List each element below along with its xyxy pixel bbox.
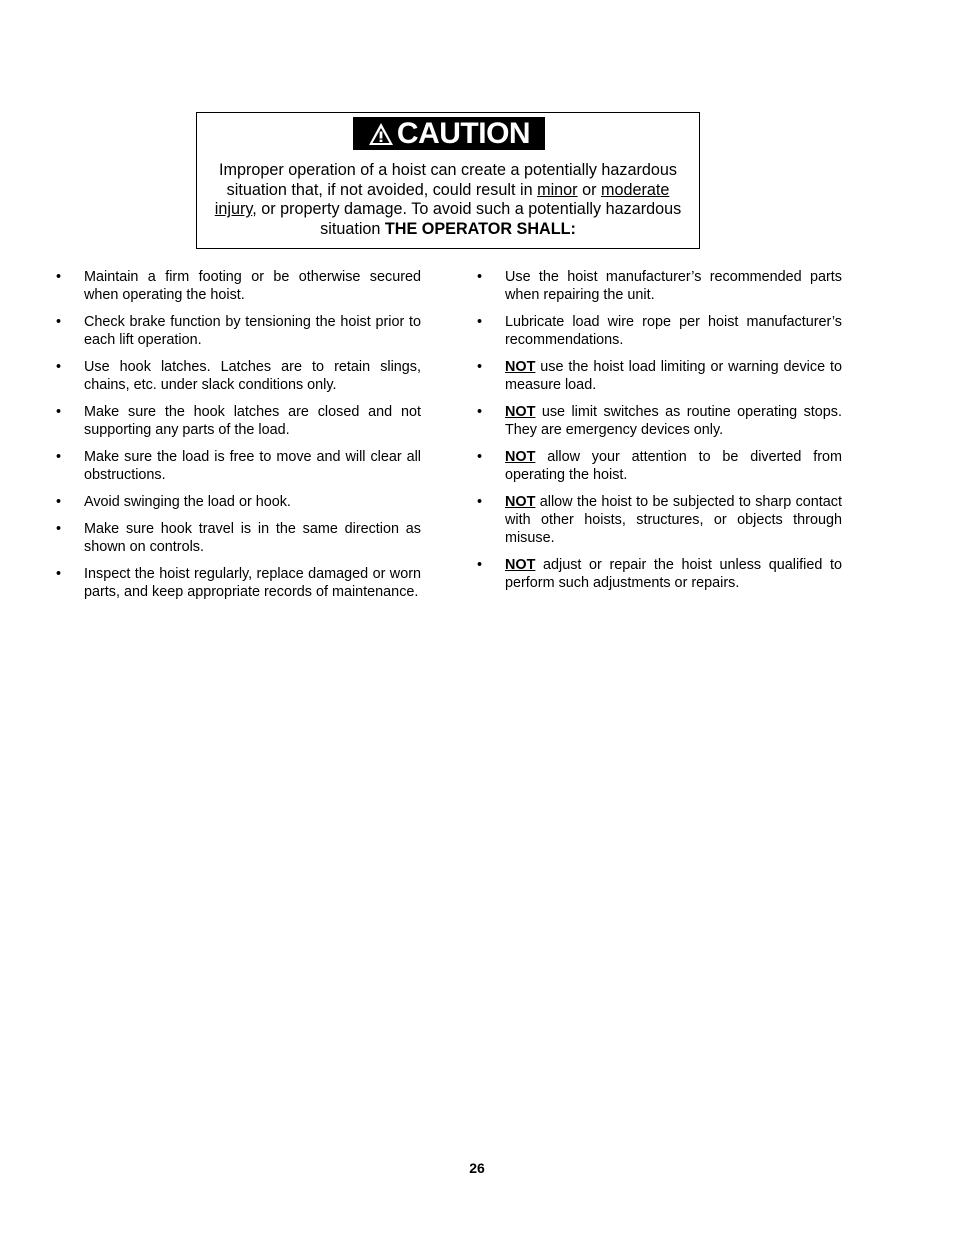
caution-header	[353, 117, 545, 150]
list-item	[477, 556, 867, 592]
list-item-text	[505, 403, 842, 439]
bullet: •	[56, 449, 62, 465]
list-item-body: Use the hoist manufacturer’s recommended parts when repairing the unit.	[505, 269, 842, 303]
list-item-body: adjust or repair the hoist unless qualified to perform such adjustments or repairs.	[505, 557, 842, 591]
bullet: •	[477, 404, 483, 420]
list-item-body: use the hoist load limiting or warning device to measure load.	[505, 359, 842, 393]
not-prefix: NOT	[505, 557, 536, 573]
list-item-body: allow your attention to be diverted from operating the hoist.	[505, 449, 842, 483]
bullet: •	[56, 404, 62, 420]
list-item-text: Use hook latches. Latches are to retain slings, chains, etc. under slack conditions only.	[84, 359, 421, 393]
bullet: •	[477, 557, 483, 573]
caution-box	[196, 112, 700, 249]
list-item	[477, 268, 867, 304]
warning-triangle-icon	[368, 122, 394, 146]
list-item	[56, 493, 446, 511]
caution-text-or: or	[577, 180, 601, 199]
list-item-text	[505, 313, 842, 349]
list-item	[477, 313, 867, 349]
list-item	[56, 448, 446, 484]
caution-text-2: , or property damage. To avoid such a potentially hazardous situation	[252, 200, 682, 238]
list-item-text	[505, 268, 842, 304]
caution-title: CAUTION	[396, 117, 531, 150]
caution-operator-shall: THE OPERATOR SHALL:	[384, 219, 576, 238]
list-item-text: Avoid swinging the load or hook.	[84, 494, 291, 510]
list-item-text: Maintain a firm footing or be otherwise secured when operating the hoist.	[84, 269, 421, 303]
not-prefix: NOT	[505, 404, 536, 420]
bullet: •	[477, 359, 483, 375]
list-item-text	[505, 358, 842, 394]
list-item-body: allow the hoist to be subjected to sharp contact with other hoists, structures, or objects through misuse.	[505, 494, 842, 546]
left-column-list	[56, 268, 446, 610]
list-item-text	[505, 448, 842, 484]
bullet: •	[56, 269, 62, 285]
list-item-body: Lubricate load wire rope per hoist manufacturer’s recommendations.	[505, 314, 842, 348]
list-item	[56, 268, 446, 304]
list-item	[477, 403, 867, 439]
list-item-body: use limit switches as routine operating stops. They are emergency devices only.	[505, 404, 842, 438]
list-item	[477, 358, 867, 394]
list-item-text: Make sure the hook latches are closed and not supporting any parts of the load.	[84, 404, 421, 438]
list-item-text: Make sure hook travel is in the same direction as shown on controls.	[84, 521, 421, 555]
bullet: •	[56, 566, 62, 582]
bullet: •	[477, 494, 483, 510]
bullet: •	[56, 314, 62, 330]
list-item	[56, 403, 446, 439]
list-item	[56, 358, 446, 394]
not-prefix: NOT	[505, 449, 536, 465]
caution-text-1: Improper operation of a hoist can create a potentially hazardous situation that, if not avoided, could result in	[218, 161, 678, 199]
caution-minor: minor	[537, 180, 578, 199]
bullet: •	[56, 521, 62, 537]
page-number: 26	[469, 1160, 485, 1176]
list-item-text	[505, 556, 842, 592]
bullet: •	[56, 494, 62, 510]
caution-message	[205, 161, 691, 239]
list-item-text	[505, 493, 842, 547]
bullet: •	[477, 314, 483, 330]
bullet: •	[56, 359, 62, 375]
list-item-text: Check brake function by tensioning the hoist prior to each lift operation.	[84, 314, 421, 348]
not-prefix: NOT	[505, 494, 536, 510]
caution-moderate-injury: moderate injury	[214, 180, 670, 219]
list-item	[477, 448, 867, 484]
list-item	[56, 520, 446, 556]
list-item-text: Make sure the load is free to move and will clear all obstructions.	[84, 449, 421, 483]
list-item	[477, 493, 867, 547]
right-column-list	[477, 268, 867, 601]
bullet: •	[477, 449, 483, 465]
list-item-text: Inspect the hoist regularly, replace damaged or worn parts, and keep appropriate records of maintenance.	[84, 566, 421, 600]
bullet: •	[477, 269, 483, 285]
not-prefix: NOT	[505, 359, 536, 375]
list-item	[56, 565, 446, 601]
list-item	[56, 313, 446, 349]
